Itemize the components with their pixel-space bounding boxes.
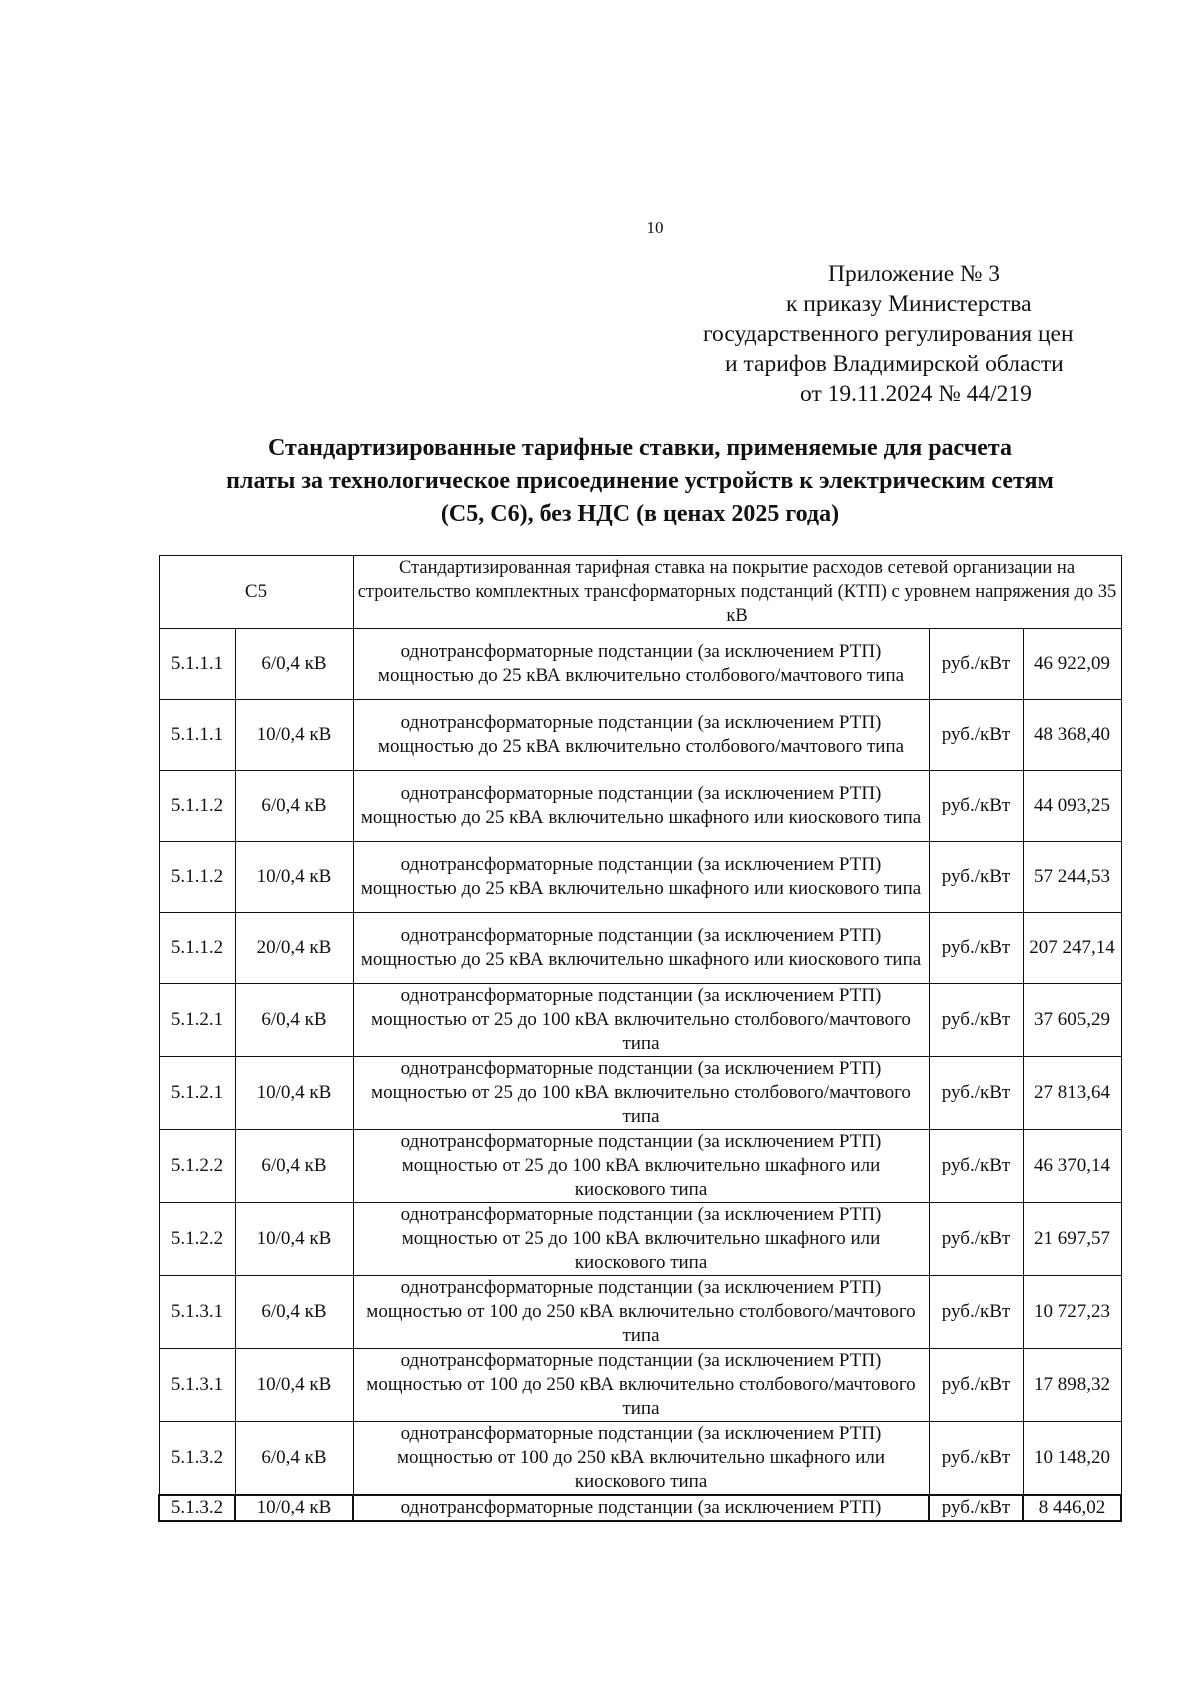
table-row bbox=[159, 629, 1121, 700]
table-header-row bbox=[159, 556, 1121, 629]
value-cell: 37 605,29 bbox=[1023, 984, 1121, 1057]
document-title bbox=[150, 432, 1130, 531]
value-cell: 10 727,23 bbox=[1023, 1276, 1121, 1349]
code-cell: 5.1.3.1 bbox=[159, 1349, 235, 1422]
description-cell: однотрансформаторные подстанции (за исключением РТП) мощностью от 100 до 250 кВА включительно столбового/мачтового типа bbox=[353, 1276, 929, 1349]
description-cell: однотрансформаторные подстанции (за исключением РТП) мощностью до 25 кВА включительно шкафного или киоскового типа bbox=[353, 842, 929, 913]
code-cell: 5.1.2.2 bbox=[159, 1130, 235, 1203]
unit-cell: руб./кВт bbox=[929, 1276, 1023, 1349]
description-cell: однотрансформаторные подстанции (за исключением РТП) bbox=[353, 1495, 929, 1521]
description-cell: однотрансформаторные подстанции (за исключением РТП) мощностью от 25 до 100 кВА включительно столбового/мачтового типа bbox=[353, 984, 929, 1057]
voltage-cell: 6/0,4 кВ bbox=[235, 1276, 353, 1349]
value-cell: 46 922,09 bbox=[1023, 629, 1121, 700]
page-number: 10 bbox=[646, 218, 664, 237]
description-cell: однотрансформаторные подстанции (за исключением РТП) мощностью до 25 кВА включительно шкафного или киоскового типа bbox=[353, 771, 929, 842]
table-row bbox=[159, 1422, 1121, 1496]
unit-cell: руб./кВт bbox=[929, 1349, 1023, 1422]
table-row bbox=[159, 1203, 1121, 1276]
table-row bbox=[159, 984, 1121, 1057]
appendix-line: к приказу Министерства bbox=[786, 291, 1032, 317]
unit-cell: руб./кВт bbox=[929, 1495, 1023, 1521]
code-cell: 5.1.1.1 bbox=[159, 629, 235, 700]
code-cell: 5.1.2.1 bbox=[159, 984, 235, 1057]
voltage-cell: 6/0,4 кВ bbox=[235, 629, 353, 700]
unit-cell: руб./кВт bbox=[929, 913, 1023, 984]
value-cell: 10 148,20 bbox=[1023, 1422, 1121, 1496]
table-row bbox=[159, 1276, 1121, 1349]
unit-cell: руб./кВт bbox=[929, 842, 1023, 913]
description-cell: однотрансформаторные подстанции (за исключением РТП) мощностью до 25 кВА включительно столбового/мачтового типа bbox=[353, 629, 929, 700]
description-cell: однотрансформаторные подстанции (за исключением РТП) мощностью от 25 до 100 кВА включительно шкафного или киоскового типа bbox=[353, 1203, 929, 1276]
code-cell: 5.1.1.1 bbox=[159, 700, 235, 771]
title-line: (С5, С6), без НДС (в ценах 2025 года) bbox=[440, 501, 840, 527]
code-cell: 5.1.3.1 bbox=[159, 1276, 235, 1349]
appendix-line: и тарифов Владимирской области bbox=[725, 351, 1064, 377]
unit-cell: руб./кВт bbox=[929, 1130, 1023, 1203]
voltage-cell: 10/0,4 кВ bbox=[235, 842, 353, 913]
unit-cell: руб./кВт bbox=[929, 984, 1023, 1057]
table-row bbox=[159, 1130, 1121, 1203]
unit-cell: руб./кВт bbox=[929, 629, 1023, 700]
value-cell: 46 370,14 bbox=[1023, 1130, 1121, 1203]
table-row bbox=[159, 1349, 1121, 1422]
value-cell: 17 898,32 bbox=[1023, 1349, 1121, 1422]
description-cell: однотрансформаторные подстанции (за исключением РТП) мощностью от 25 до 100 кВА включительно столбового/мачтового типа bbox=[353, 1057, 929, 1130]
table-row bbox=[159, 913, 1121, 984]
description-cell: однотрансформаторные подстанции (за исключением РТП) мощностью от 100 до 250 кВА включительно столбового/мачтового типа bbox=[353, 1349, 929, 1422]
appendix-reference bbox=[690, 259, 1120, 409]
unit-cell: руб./кВт bbox=[929, 1203, 1023, 1276]
voltage-cell: 10/0,4 кВ bbox=[235, 1495, 353, 1521]
value-cell: 48 368,40 bbox=[1023, 700, 1121, 771]
code-cell: 5.1.1.2 bbox=[159, 913, 235, 984]
description-cell: однотрансформаторные подстанции (за исключением РТП) мощностью до 25 кВА включительно шкафного или киоскового типа bbox=[353, 913, 929, 984]
unit-cell: руб./кВт bbox=[929, 771, 1023, 842]
value-cell: 44 093,25 bbox=[1023, 771, 1121, 842]
code-cell: 5.1.2.1 bbox=[159, 1057, 235, 1130]
appendix-line: государственного регулирования цен bbox=[703, 321, 1074, 347]
header-description-cell: Стандартизированная тарифная ставка на покрытие расходов сетевой организации на строительство комплектных трансформаторных подстанций (КТП) с уровнем напряжения до 35 кВ bbox=[353, 556, 1121, 629]
voltage-cell: 6/0,4 кВ bbox=[235, 1422, 353, 1496]
voltage-cell: 10/0,4 кВ bbox=[235, 1349, 353, 1422]
voltage-cell: 6/0,4 кВ bbox=[235, 984, 353, 1057]
voltage-cell: 6/0,4 кВ bbox=[235, 1130, 353, 1203]
table-row bbox=[159, 1057, 1121, 1130]
value-cell: 27 813,64 bbox=[1023, 1057, 1121, 1130]
appendix-line: Приложение № 3 bbox=[828, 261, 1001, 287]
code-cell: 5.1.1.2 bbox=[159, 771, 235, 842]
code-cell: 5.1.1.2 bbox=[159, 842, 235, 913]
voltage-cell: 10/0,4 кВ bbox=[235, 700, 353, 771]
unit-cell: руб./кВт bbox=[929, 1422, 1023, 1496]
description-cell: однотрансформаторные подстанции (за исключением РТП) мощностью от 100 до 250 кВА включительно шкафного или киоскового типа bbox=[353, 1422, 929, 1496]
appendix-line: от 19.11.2024 № 44/219 bbox=[800, 381, 1032, 407]
table-row bbox=[159, 1495, 1121, 1521]
description-cell: однотрансформаторные подстанции (за исключением РТП) мощностью до 25 кВА включительно столбового/мачтового типа bbox=[353, 700, 929, 771]
value-cell: 21 697,57 bbox=[1023, 1203, 1121, 1276]
voltage-cell: 10/0,4 кВ bbox=[235, 1057, 353, 1130]
unit-cell: руб./кВт bbox=[929, 1057, 1023, 1130]
voltage-cell: 6/0,4 кВ bbox=[235, 771, 353, 842]
header-code-cell: С5 bbox=[159, 556, 353, 629]
title-line: Стандартизированные тарифные ставки, применяемые для расчета bbox=[268, 435, 1012, 461]
unit-cell: руб./кВт bbox=[929, 700, 1023, 771]
voltage-cell: 10/0,4 кВ bbox=[235, 1203, 353, 1276]
value-cell: 57 244,53 bbox=[1023, 842, 1121, 913]
value-cell: 207 247,14 bbox=[1023, 913, 1121, 984]
table-row bbox=[159, 771, 1121, 842]
description-cell: однотрансформаторные подстанции (за исключением РТП) мощностью от 25 до 100 кВА включительно шкафного или киоскового типа bbox=[353, 1130, 929, 1203]
code-cell: 5.1.3.2 bbox=[159, 1495, 235, 1521]
code-cell: 5.1.2.2 bbox=[159, 1203, 235, 1276]
value-cell: 8 446,02 bbox=[1023, 1495, 1121, 1521]
voltage-cell: 20/0,4 кВ bbox=[235, 913, 353, 984]
code-cell: 5.1.3.2 bbox=[159, 1422, 235, 1496]
table-row bbox=[159, 700, 1121, 771]
tariff-rates-table bbox=[158, 555, 1122, 1522]
title-line: платы за технологическое присоединение устройств к электрическим сетям bbox=[226, 468, 1054, 494]
table-row bbox=[159, 842, 1121, 913]
